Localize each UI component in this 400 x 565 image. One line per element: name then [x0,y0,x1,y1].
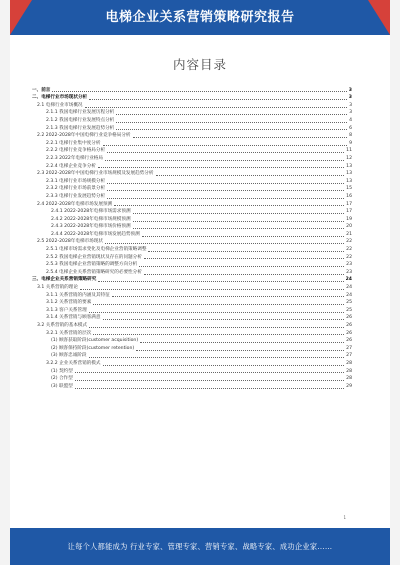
toc-entry[interactable] [32,132,352,140]
toc-entry[interactable] [32,367,352,375]
toc-entry-page: 9 [349,140,352,146]
toc-dot-leader [139,266,344,267]
toc-dot-leader [85,107,348,108]
toc-dot-leader [136,350,344,351]
toc-entry-title: 2.4.4 2022-2028年电梯市场发展趋势预测 [51,231,140,237]
toc-entry-page: 3 [348,95,352,101]
toc-entry-page: 26 [346,330,352,336]
toc-dot-leader [148,251,344,252]
toc-entry-page: 6 [349,125,352,131]
toc-entry-page: 28 [346,376,352,382]
toc-entry-page: 28 [346,360,352,366]
toc-entry-page: 26 [346,315,352,321]
toc-entry-title: 三、电梯企业关系营销策略研究 [32,277,97,283]
toc-dot-leader [75,372,344,373]
toc-entry[interactable] [32,283,352,291]
toc-entry-title: 2.3.2 电梯行业市场前景分析 [46,186,106,192]
toc-dot-leader [116,122,347,123]
toc-entry-page: 26 [346,323,352,328]
toc-entry-title: 2.2.3 2022年电梯行业格局 [46,155,103,161]
toc-entry[interactable] [32,352,352,360]
page-number: 1 [343,515,346,520]
toc-entry-page: 23 [346,262,352,268]
toc-entry-page: 24 [345,277,352,283]
toc-entry-page: 12 [346,155,352,161]
toc-entry[interactable] [32,261,352,269]
toc-entry-page: 8 [349,133,352,139]
toc-dot-leader [103,319,345,320]
toc-entry[interactable] [32,177,352,185]
toc-entry[interactable] [32,291,352,299]
toc-entry-title: 2.4.1 2022-2028年电梯市场需求预测 [51,209,131,215]
toc-entry-title: 3.1.4 关系营销与顾客满意 [46,315,101,321]
toc-entry-title: 2.5 2022-2028年电梯市场现状 [37,239,103,245]
toc-entry[interactable] [32,200,352,208]
toc-entry[interactable] [32,116,352,124]
toc-entry-page: 19 [346,216,352,222]
toc-entry-page: 16 [346,193,352,199]
table-of-contents [32,86,352,390]
toc-entry-title: 2.1.1 我国电梯行业发展历程分析 [46,110,115,116]
toc-dot-leader [144,274,344,275]
toc-entry[interactable] [32,268,352,276]
toc-entry-title: 3.1.1 关系营销的内涵及其特征 [46,292,110,298]
toc-entry-title: 3.2.2 企业关系营销的模式 [46,360,101,366]
toc-dot-leader [103,145,348,146]
toc-dot-leader [142,236,344,237]
toc-entry-title: 3.1.2 关系营销的要素 [46,300,92,306]
toc-entry-title: 2.4.2 2022-2028年电梯市场规模预测 [51,216,131,222]
toc-dot-leader [75,388,344,389]
toc-dot-leader [89,357,345,358]
toc-dot-leader [107,152,344,153]
toc-entry[interactable] [32,109,352,117]
toc-entry-page: 22 [346,254,352,260]
toc-dot-leader [89,99,347,100]
toc-dot-leader [144,258,344,259]
toc-entry[interactable] [32,154,352,162]
toc-dot-leader [89,312,344,313]
toc-entry[interactable] [32,314,352,322]
toc-entry-title: 2.5.3 我国电梯企业营销策略的调整方向分析 [46,262,138,268]
toc-dot-leader [80,289,344,290]
toc-entry-title: (3) 联盟型 [51,383,73,389]
report-title: 电梯企业关系营销策略研究报告 [105,10,295,25]
toc-entry-page: 17 [346,201,352,207]
document-page [10,0,390,565]
toc-entry[interactable] [32,276,352,284]
toc-entry-page: 25 [346,307,352,313]
toc-dot-leader [89,327,344,328]
toc-entry-title: 2.5.1 电梯市场需求变化及电梯企业营销策略调整 [46,247,147,253]
toc-entry[interactable] [32,124,352,132]
toc-dot-leader [93,334,344,335]
toc-entry[interactable] [32,139,352,147]
toc-entry-title: 2.5.2 我国电梯企业营销现状及存在的问题分析 [46,254,142,260]
toc-entry[interactable] [32,253,352,261]
toc-dot-leader [116,129,347,130]
toc-dot-leader [156,175,345,176]
toc-entry[interactable] [32,101,352,109]
toc-entry-title: 2.2.1 电梯行业集中度分析 [46,140,101,146]
toc-entry-page: 17 [346,209,352,215]
toc-entry-title: 2.5.4 电梯企业关系营销策略研究的必要性分析 [46,269,142,275]
toc-entry-page: 15 [346,186,352,192]
toc-entry[interactable] [32,170,352,178]
toc-entry[interactable] [32,147,352,155]
toc-dot-leader [75,380,344,381]
toc-entry-page: 27 [346,353,352,359]
toc-entry[interactable] [32,215,352,223]
toc-entry[interactable] [32,238,352,246]
toc-entry[interactable] [32,321,352,329]
toc-dot-leader [93,304,344,305]
toc-dot-leader [114,205,344,206]
toc-entry[interactable] [32,375,352,383]
toc-dot-leader [52,91,346,92]
toc-dot-leader [98,167,344,168]
toc-entry-page: 29 [346,383,352,389]
toc-entry-title: 2.2.4 电梯企业竞争分析 [46,163,96,169]
toc-entry-title: 2.3 2022-2028年中国电梯行业市场规模及发展趋势分析 [37,171,154,177]
toc-dot-leader [98,281,343,282]
toc-entry[interactable] [32,230,352,238]
toc-entry-page: 11 [346,148,352,154]
toc-heading: 内容目录 [172,57,227,72]
toc-entry-page: 13 [346,178,352,184]
toc-entry-title: 二、电梯行业市场现状分析 [32,95,88,101]
toc-entry-page: 24 [346,285,352,291]
toc-entry[interactable] [32,329,352,337]
toc-entry-page: 3 [349,110,352,116]
toc-dot-leader [112,296,344,297]
toc-entry-page: 13 [346,163,352,169]
toc-entry-page: 13 [346,171,352,177]
toc-entry-title: (1) 契约型 [51,368,73,374]
toc-entry-title: (1) 顾客获取阶段(customer acquisition) [51,338,139,344]
toc-entry[interactable] [32,306,352,314]
toc-entry-title: 3.1 关系营销的理论 [37,285,78,291]
toc-entry-page: 26 [346,338,352,344]
toc-entry-title: 2.2 2022-2028年中国电梯行业竞争格局分析 [37,133,131,139]
toc-entry-page: 3 [348,87,352,93]
toc-entry-title: 2.4 2022-2028年电梯市场发展预测 [37,201,113,207]
toc-entry[interactable] [32,337,352,345]
toc-entry-title: 2.4.3 2022-2028年电梯市场价格预测 [51,224,131,230]
toc-entry[interactable] [32,192,352,200]
toc-dot-leader [133,228,345,229]
toc-entry-title: 2.1.2 我国电梯行业发展特点分析 [46,117,115,123]
toc-entry-title: 2.3.3 电梯行业发展趋势分析 [46,193,106,199]
toc-entry-page: 21 [346,231,352,237]
toc-entry[interactable] [32,162,352,170]
footer-slogan: 让每个人都能成为 行业专家、管理专家、营销专家、战略专家、成功企业家…… [67,542,333,551]
toc-entry-page: 27 [346,345,352,351]
toc-entry-page: 28 [346,368,352,374]
toc-entry-page: 24 [346,292,352,298]
toc-entry[interactable] [32,185,352,193]
toc-entry-title: 3.2 关系营销的基本模式 [37,323,88,328]
toc-entry-page: 22 [346,239,352,245]
toc-entry[interactable] [32,245,352,253]
toc-entry[interactable] [32,344,352,352]
toc-entry-page: 23 [346,269,352,275]
toc-entry-title: (3) 顾客忠诚阶段 [51,353,87,359]
toc-entry-page: 22 [346,247,352,253]
toc-entry-page: 25 [346,300,352,306]
toc-entry[interactable] [32,359,352,367]
toc-dot-leader [133,221,345,222]
toc-dot-leader [107,198,344,199]
toc-entry-title: 2.1 电梯行业市场概况 [37,102,83,108]
toc-dot-leader [105,160,344,161]
toc-entry[interactable] [32,86,352,94]
toc-entry-page: 4 [349,117,352,123]
toc-entry[interactable] [32,382,352,390]
toc-entry[interactable] [32,299,352,307]
toc-entry-title: 一、前言 [32,87,51,93]
toc-entry-title: 3.1.3 客户关系管理 [46,307,87,313]
toc-entry-page: 3 [349,102,352,108]
toc-entry-title: 2.3.1 电梯行业市场规模分析 [46,178,106,184]
toc-dot-leader [105,243,344,244]
toc-dot-leader [116,114,347,115]
toc-entry-title: 2.2.2 电梯行业竞争格局分析 [46,148,106,154]
toc-entry[interactable] [32,94,352,102]
toc-dot-leader [133,137,348,138]
toc-entry[interactable] [32,223,352,231]
toc-dot-leader [140,342,344,343]
toc-entry[interactable] [32,208,352,216]
toc-dot-leader [103,365,345,366]
toc-dot-leader [107,190,344,191]
toc-entry-title: 3.2.1 关系营销的层次 [46,330,92,336]
toc-dot-leader [133,213,345,214]
toc-entry-title: (2) 合作型 [51,376,73,382]
toc-dot-leader [107,183,344,184]
toc-entry-title: 2.1.3 我国电梯行业发展趋势分析 [46,125,115,131]
toc-entry-page: 20 [346,224,352,230]
toc-entry-title: (2) 顾客保持阶段(customer retention) [51,345,135,351]
